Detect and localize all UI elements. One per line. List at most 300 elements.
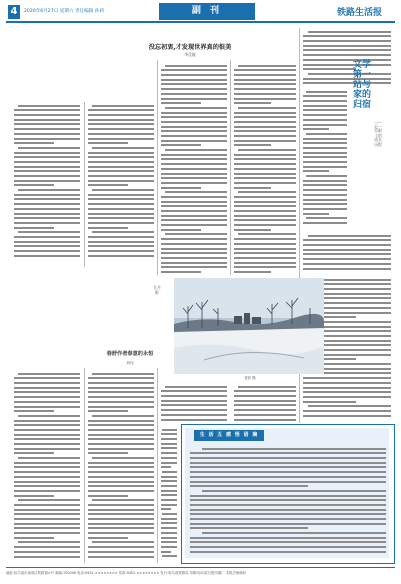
text-line (88, 462, 154, 464)
text-line (190, 527, 308, 529)
text-line (88, 504, 154, 506)
text-line (161, 504, 177, 506)
bottom-text-col-1 (14, 370, 80, 560)
text-line (303, 82, 391, 84)
text-line (14, 551, 80, 553)
text-line (234, 79, 296, 81)
column-divider (230, 60, 231, 275)
text-line (14, 537, 54, 539)
text-line (88, 532, 154, 534)
text-line (88, 448, 154, 450)
text-line (88, 523, 154, 525)
vertical-author: 关月影 (153, 285, 161, 295)
text-line (88, 513, 154, 515)
text-line (88, 527, 154, 529)
text-line (165, 233, 227, 235)
text-line (161, 490, 177, 492)
text-line (161, 400, 227, 402)
text-line (161, 532, 177, 534)
text-line (88, 406, 154, 408)
text-line (88, 434, 154, 436)
text-line (88, 114, 154, 116)
text-line (234, 130, 296, 132)
text-line (161, 177, 227, 179)
text-line (303, 68, 356, 70)
text-line (190, 504, 386, 506)
text-line (161, 93, 227, 95)
text-line (303, 156, 347, 158)
text-line (88, 471, 154, 473)
text-line (161, 168, 227, 170)
text-line (161, 480, 177, 482)
text-line (161, 462, 177, 464)
text-line (14, 429, 80, 431)
text-line (161, 452, 177, 454)
text-line (18, 541, 80, 543)
text-line (234, 182, 296, 184)
text-line (234, 266, 296, 268)
text-line (14, 114, 80, 116)
article-bottom-title: 春舒作者春意的永恒 (106, 351, 154, 357)
text-line (14, 184, 54, 186)
text-line (303, 410, 391, 412)
text-line (161, 187, 201, 189)
text-line (14, 236, 80, 238)
text-line (303, 258, 391, 260)
text-line (14, 556, 80, 558)
text-line (190, 457, 386, 459)
text-line (14, 509, 80, 511)
text-line (14, 123, 80, 125)
text-line (161, 83, 227, 85)
text-line (161, 215, 227, 217)
text-line (88, 443, 154, 445)
text-line (161, 271, 201, 273)
text-line (14, 420, 80, 422)
text-line (306, 133, 347, 135)
text-line (165, 386, 227, 388)
text-line (303, 387, 391, 389)
text-line (303, 208, 347, 210)
text-line (238, 191, 296, 193)
text-line (234, 419, 296, 421)
text-line (161, 121, 227, 123)
text-line (202, 448, 386, 450)
text-line (88, 203, 154, 205)
footer-rule (6, 567, 395, 568)
text-line (161, 248, 227, 250)
text-line (161, 205, 227, 207)
header-rule (6, 21, 395, 23)
text-line (14, 466, 80, 468)
text-line (234, 126, 296, 128)
text-line (92, 189, 154, 191)
text-line (161, 238, 227, 240)
text-line (161, 144, 201, 146)
text-line (234, 224, 296, 226)
bottom-lower-col-3 (161, 426, 177, 560)
text-line (161, 224, 227, 226)
text-line (165, 149, 227, 151)
text-line (161, 173, 227, 175)
text-line (303, 35, 391, 37)
text-line (14, 462, 80, 464)
text-line (303, 199, 347, 201)
text-line (88, 198, 154, 200)
text-line (306, 217, 347, 219)
text-line (161, 551, 171, 553)
text-line (14, 227, 54, 229)
text-line (161, 257, 227, 259)
text-line (14, 424, 80, 426)
text-line (234, 69, 296, 71)
text-line (161, 154, 227, 156)
text-line (161, 69, 227, 71)
text-line (234, 187, 271, 189)
text-line (161, 112, 227, 114)
text-line (234, 257, 296, 259)
text-line (190, 509, 386, 511)
text-line (92, 231, 154, 233)
text-line (303, 114, 347, 116)
side-article-title: 文学第一站与家的归宿 (352, 60, 371, 110)
text-line (234, 154, 296, 156)
text-line (234, 173, 296, 175)
text-line (161, 102, 201, 104)
text-line (234, 243, 296, 245)
text-line (234, 158, 296, 160)
text-line (303, 249, 391, 251)
text-line (14, 175, 80, 177)
text-line (92, 457, 154, 459)
text-line (303, 105, 347, 107)
photo-image (174, 278, 324, 374)
text-line (14, 495, 54, 497)
text-line (303, 253, 391, 255)
text-line (234, 215, 296, 217)
text-line (14, 170, 80, 172)
text-line (161, 546, 177, 548)
text-line (190, 546, 386, 548)
snow-scene-photo (174, 278, 324, 374)
text-line (88, 119, 154, 121)
text-line (88, 396, 154, 398)
column-divider (157, 60, 158, 275)
text-line (88, 410, 128, 412)
text-line (88, 250, 154, 252)
text-line (303, 382, 391, 384)
text-line (88, 551, 154, 553)
text-line (161, 229, 201, 231)
text-line (88, 382, 154, 384)
text-line (234, 163, 296, 165)
text-line (14, 377, 80, 379)
text-line (161, 443, 177, 445)
text-line (14, 527, 80, 529)
text-line (88, 537, 128, 539)
text-line (88, 424, 154, 426)
column-divider (157, 368, 158, 563)
text-line (303, 213, 329, 215)
text-line (303, 401, 356, 403)
text-line (88, 166, 154, 168)
text-line (161, 537, 177, 539)
text-line (18, 231, 80, 233)
text-line (161, 476, 177, 478)
text-line (88, 184, 128, 186)
text-line (88, 452, 128, 454)
text-column-2 (88, 102, 154, 260)
text-line (14, 133, 80, 135)
column-divider (84, 368, 85, 563)
text-line (308, 235, 391, 237)
text-line (14, 546, 80, 548)
text-line (308, 73, 391, 75)
text-line (88, 255, 154, 257)
text-line (18, 105, 80, 107)
text-line (234, 177, 296, 179)
text-line (14, 382, 80, 384)
text-line (190, 462, 386, 464)
text-line (161, 158, 227, 160)
text-line (161, 210, 227, 212)
bottom-text-col-4 (234, 383, 296, 421)
text-line (88, 518, 154, 520)
text-line (303, 138, 347, 140)
text-line (234, 400, 296, 402)
text-line (14, 523, 80, 525)
text-line (303, 194, 347, 196)
text-line (165, 191, 227, 193)
text-line (88, 245, 154, 247)
text-line (14, 410, 54, 412)
text-line (14, 161, 80, 163)
text-line (14, 406, 80, 408)
text-line (88, 420, 154, 422)
text-line (161, 266, 227, 268)
text-line (88, 152, 154, 154)
text-line (303, 45, 391, 47)
text-line (88, 194, 154, 196)
text-line (92, 105, 154, 107)
text-line (190, 541, 386, 543)
text-line (161, 485, 177, 487)
text-line (303, 263, 391, 265)
text-line (88, 217, 154, 219)
text-line (234, 219, 296, 221)
text-line (18, 373, 80, 375)
text-column-4 (234, 62, 296, 274)
text-line (234, 112, 296, 114)
text-line (161, 135, 227, 137)
text-line (14, 476, 80, 478)
text-line (88, 556, 154, 558)
article-main-author: 李佳璇 (184, 52, 196, 57)
text-line (303, 184, 347, 186)
text-line (306, 91, 347, 93)
text-line (161, 140, 227, 142)
text-line (190, 466, 386, 468)
text-line (162, 429, 177, 431)
footer-info: 地址:哈尔滨市南岗区铁路街×号 邮编:150006 电话:0451-×××××××× 传真:0451-×××××××× 发行:哈尔滨铁路局 印刷:哈尔滨日报印刷厂 本报法律顾问 (6, 571, 247, 575)
text-line (234, 144, 271, 146)
text-line (14, 180, 80, 182)
text-line (303, 180, 347, 182)
text-line (161, 98, 227, 100)
text-line (14, 213, 80, 215)
text-line (14, 198, 80, 200)
text-line (161, 79, 227, 81)
text-line (14, 166, 80, 168)
text-line (303, 391, 391, 393)
text-line (18, 457, 80, 459)
text-line (234, 135, 296, 137)
text-line (88, 161, 154, 163)
text-line (161, 404, 227, 406)
text-line (14, 194, 80, 196)
text-line (234, 102, 271, 104)
text-line (303, 64, 391, 66)
text-line (161, 508, 171, 510)
text-line (161, 74, 227, 76)
text-line (303, 49, 391, 51)
text-line (190, 537, 386, 539)
text-line (303, 119, 347, 121)
text-line (18, 415, 80, 417)
text-line (165, 107, 227, 109)
text-line (88, 429, 154, 431)
side-text-mid (303, 232, 391, 272)
text-line (14, 152, 80, 154)
text-line (92, 499, 154, 501)
text-line (234, 140, 296, 142)
text-line (303, 124, 347, 126)
text-line (190, 513, 386, 515)
text-line (161, 438, 177, 440)
text-line (234, 271, 271, 273)
text-line (306, 175, 347, 177)
text-line (14, 138, 80, 140)
text-line (308, 405, 391, 407)
text-line (190, 481, 386, 483)
text-line (234, 252, 296, 254)
text-line (88, 133, 154, 135)
text-line (14, 142, 54, 144)
side-article-subtitle: ——记一位职工的成长历程 (374, 119, 382, 147)
text-line (88, 485, 154, 487)
feature-box-text (190, 445, 386, 555)
text-line (88, 170, 154, 172)
text-line (303, 170, 329, 172)
text-line (161, 252, 227, 254)
text-line (14, 203, 80, 205)
text-line (234, 98, 296, 100)
text-line (161, 541, 177, 543)
text-line (88, 481, 154, 483)
text-line (14, 434, 80, 436)
text-line (14, 250, 80, 252)
text-line (88, 222, 154, 224)
text-line (161, 390, 227, 392)
text-line (234, 116, 296, 118)
text-line (161, 126, 227, 128)
text-line (161, 414, 227, 416)
text-line (88, 128, 154, 130)
text-line (161, 409, 227, 411)
text-line (88, 208, 154, 210)
text-line (14, 241, 80, 243)
text-line (303, 396, 391, 398)
text-line (161, 457, 177, 459)
text-line (303, 222, 347, 224)
text-line (14, 217, 80, 219)
text-line (161, 219, 227, 221)
text-line (234, 414, 296, 416)
text-line (88, 490, 154, 492)
newspaper-brand: 铁路生活报 (337, 8, 383, 18)
text-line (161, 182, 227, 184)
text-line (161, 201, 227, 203)
text-line (234, 395, 296, 397)
text-line (162, 513, 177, 515)
text-line (18, 499, 80, 501)
text-line (190, 499, 386, 501)
text-line (88, 227, 128, 229)
text-line (303, 59, 391, 61)
text-line (18, 147, 80, 149)
text-line (14, 481, 80, 483)
text-line (234, 74, 296, 76)
text-line (303, 78, 391, 80)
text-line (161, 395, 227, 397)
feature-box-tag: 生 活 五 感 悟 语 摘 (194, 430, 264, 441)
text-line (14, 255, 80, 257)
article-bottom-author: 刘伟 (126, 361, 134, 365)
text-line (238, 386, 296, 388)
text-line (234, 248, 296, 250)
text-line (14, 396, 80, 398)
text-line (14, 109, 80, 111)
text-line (303, 95, 347, 97)
text-line (234, 238, 296, 240)
text-line (14, 391, 80, 393)
text-line (190, 523, 386, 525)
text-line (234, 205, 296, 207)
text-line (308, 31, 391, 33)
text-line (92, 147, 154, 149)
text-line (165, 65, 227, 67)
text-line (190, 471, 386, 473)
text-line (190, 495, 386, 497)
text-line (303, 203, 347, 205)
text-line (18, 189, 80, 191)
text-line (88, 142, 128, 144)
text-line (162, 471, 177, 473)
text-line (14, 438, 80, 440)
text-column-1 (14, 102, 80, 260)
text-line (88, 476, 154, 478)
text-line (88, 401, 154, 403)
text-line (161, 88, 227, 90)
text-line (161, 466, 171, 468)
side-text-top (303, 28, 391, 86)
text-line (238, 233, 296, 235)
text-line (190, 476, 386, 478)
text-line (14, 452, 54, 454)
text-line (88, 241, 154, 243)
text-line (190, 452, 386, 454)
text-line (14, 222, 80, 224)
